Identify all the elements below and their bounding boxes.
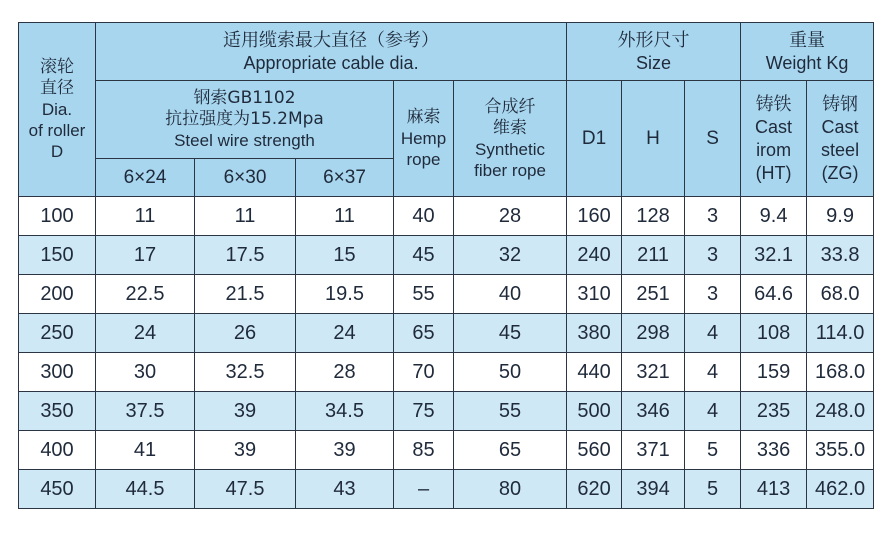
steel-wire-zh1: 钢索GB1102 [193, 88, 296, 108]
steel-wire-zh2: 抗拉强度为15.2Mpa [165, 109, 324, 129]
steel-6x30-cell: 11 [195, 197, 296, 236]
s-cell: 5 [685, 470, 741, 509]
cable-header-en: Appropriate cable dia. [243, 52, 419, 73]
steel-6x30-cell: 21.5 [195, 275, 296, 314]
s-cell: 4 [685, 392, 741, 431]
steel-6x30-cell: 17.5 [195, 236, 296, 275]
size-header-zh: 外形尺寸 [617, 29, 690, 51]
weight-header-zh: 重量 [789, 29, 826, 51]
table-row [19, 197, 874, 236]
cast-steel-cell: 462.0 [807, 470, 874, 509]
hemp-zh: 麻索 [406, 107, 441, 127]
iron-en3: (HT) [755, 162, 792, 183]
cable-dia-header [96, 23, 567, 81]
cast-iron-cell: 413 [741, 470, 807, 509]
cast-iron-cell: 108 [741, 314, 807, 353]
h-cell: 394 [622, 470, 685, 509]
table-row [19, 392, 874, 431]
steel-wire-header [96, 81, 394, 159]
steel-6x30-cell: 39 [195, 431, 296, 470]
steel-6x37-cell: 15 [296, 236, 394, 275]
cast-iron-cell: 9.4 [741, 197, 807, 236]
synthetic-en2: fiber rope [474, 160, 546, 180]
steel-6x24-cell: 37.5 [96, 392, 195, 431]
synthetic-cell: 45 [454, 314, 567, 353]
roller-header-zh2: 直径 [40, 78, 74, 98]
synthetic-zh1: 合成纤 [484, 96, 536, 117]
cast-iron-cell: 159 [741, 353, 807, 392]
d1-cell: 440 [567, 353, 622, 392]
hemp-rope-header [394, 81, 454, 197]
cast-steel-header [807, 81, 874, 197]
table-row [19, 236, 874, 275]
roller-d-cell: 150 [19, 236, 96, 275]
steel-6x24-cell: 11 [96, 197, 195, 236]
hemp-cell: 75 [394, 392, 454, 431]
cast-steel-cell: 355.0 [807, 431, 874, 470]
steel-6x24-cell: 41 [96, 431, 195, 470]
synthetic-cell: 65 [454, 431, 567, 470]
steel-6x37-cell: 28 [296, 353, 394, 392]
cast-steel-cell: 168.0 [807, 353, 874, 392]
hemp-cell: – [394, 470, 454, 509]
cast-steel-cell: 114.0 [807, 314, 874, 353]
steel-en2: steel [821, 139, 860, 160]
steel-6x37-cell: 34.5 [296, 392, 394, 431]
table-row [19, 275, 874, 314]
h-cell: 128 [622, 197, 685, 236]
roller-d-cell: 250 [19, 314, 96, 353]
roller-d-cell: 300 [19, 353, 96, 392]
roller-spec-table [18, 22, 874, 509]
steel-6x30-cell: 26 [195, 314, 296, 353]
steel-en3: (ZG) [821, 162, 859, 183]
hemp-cell: 45 [394, 236, 454, 275]
steel-6x24-cell: 44.5 [96, 470, 195, 509]
s-cell: 3 [685, 236, 741, 275]
d1-cell: 160 [567, 197, 622, 236]
steel-6x37-header: 6×37 [296, 159, 394, 197]
steel-6x37-cell: 11 [296, 197, 394, 236]
steel-wire-en: Steel wire strength [174, 131, 315, 150]
d1-cell: 240 [567, 236, 622, 275]
h-cell: 371 [622, 431, 685, 470]
cast-steel-cell: 248.0 [807, 392, 874, 431]
steel-6x24-cell: 22.5 [96, 275, 195, 314]
hemp-en1: Hemp [400, 129, 447, 148]
weight-header-en: Weight Kg [765, 52, 849, 73]
cast-iron-cell: 32.1 [741, 236, 807, 275]
table-row [19, 353, 874, 392]
d1-cell: 500 [567, 392, 622, 431]
roller-header-zh1: 滚轮 [40, 57, 74, 77]
size-d1-header: D1 [567, 81, 622, 197]
d1-cell: 620 [567, 470, 622, 509]
weight-header [741, 23, 874, 81]
table-row [19, 314, 874, 353]
roller-diameter-header [19, 23, 96, 197]
table-body [19, 197, 874, 509]
synthetic-cell: 50 [454, 353, 567, 392]
iron-en2: irom [756, 139, 792, 160]
roller-d-cell: 350 [19, 392, 96, 431]
steel-6x24-header: 6×24 [96, 159, 195, 197]
table-row [19, 431, 874, 470]
steel-6x37-cell: 19.5 [296, 275, 394, 314]
hemp-en2: rope [406, 150, 441, 169]
hemp-cell: 70 [394, 353, 454, 392]
size-header-en: Size [636, 52, 672, 73]
s-cell: 4 [685, 353, 741, 392]
synthetic-zh2: 维索 [493, 117, 528, 138]
s-cell: 3 [685, 275, 741, 314]
cast-iron-cell: 64.6 [741, 275, 807, 314]
synthetic-rope-header [454, 81, 567, 197]
steel-6x24-cell: 24 [96, 314, 195, 353]
s-cell: 5 [685, 431, 741, 470]
cast-steel-cell: 68.0 [807, 275, 874, 314]
size-header [567, 23, 741, 81]
steel-6x30-cell: 39 [195, 392, 296, 431]
steel-6x37-cell: 24 [296, 314, 394, 353]
cast-steel-cell: 33.8 [807, 236, 874, 275]
cast-iron-header [741, 81, 807, 197]
synthetic-en1: Synthetic [475, 139, 545, 159]
iron-en1: Cast [755, 116, 793, 137]
roller-d-cell: 450 [19, 470, 96, 509]
s-cell: 3 [685, 197, 741, 236]
hemp-cell: 55 [394, 275, 454, 314]
size-s-header: S [685, 81, 741, 197]
synthetic-cell: 80 [454, 470, 567, 509]
steel-zh: 铸钢 [822, 93, 859, 115]
d1-cell: 310 [567, 275, 622, 314]
steel-6x24-cell: 30 [96, 353, 195, 392]
steel-6x30-cell: 47.5 [195, 470, 296, 509]
roller-d-cell: 100 [19, 197, 96, 236]
d1-cell: 380 [567, 314, 622, 353]
s-cell: 4 [685, 314, 741, 353]
size-h-header: H [622, 81, 685, 197]
steel-6x30-cell: 32.5 [195, 353, 296, 392]
d1-cell: 560 [567, 431, 622, 470]
synthetic-cell: 28 [454, 197, 567, 236]
cast-iron-cell: 336 [741, 431, 807, 470]
synthetic-cell: 40 [454, 275, 567, 314]
roller-header-en1: Dia. [41, 100, 73, 119]
h-cell: 211 [622, 236, 685, 275]
roller-header-en3: D [50, 142, 64, 161]
roller-d-cell: 400 [19, 431, 96, 470]
roller-d-cell: 200 [19, 275, 96, 314]
cable-header-zh: 适用缆索最大直径（参考） [223, 29, 440, 51]
h-cell: 251 [622, 275, 685, 314]
steel-6x30-header: 6×30 [195, 159, 296, 197]
synthetic-cell: 55 [454, 392, 567, 431]
hemp-cell: 40 [394, 197, 454, 236]
h-cell: 298 [622, 314, 685, 353]
cast-iron-cell: 235 [741, 392, 807, 431]
roller-header-en2: of roller [28, 121, 86, 140]
steel-6x24-cell: 17 [96, 236, 195, 275]
h-cell: 321 [622, 353, 685, 392]
steel-6x37-cell: 43 [296, 470, 394, 509]
hemp-cell: 65 [394, 314, 454, 353]
hemp-cell: 85 [394, 431, 454, 470]
table-row [19, 470, 874, 509]
iron-zh: 铸铁 [755, 93, 792, 115]
spec-table-container [18, 22, 873, 509]
steel-6x37-cell: 39 [296, 431, 394, 470]
h-cell: 346 [622, 392, 685, 431]
steel-en1: Cast [821, 116, 859, 137]
synthetic-cell: 32 [454, 236, 567, 275]
cast-steel-cell: 9.9 [807, 197, 874, 236]
